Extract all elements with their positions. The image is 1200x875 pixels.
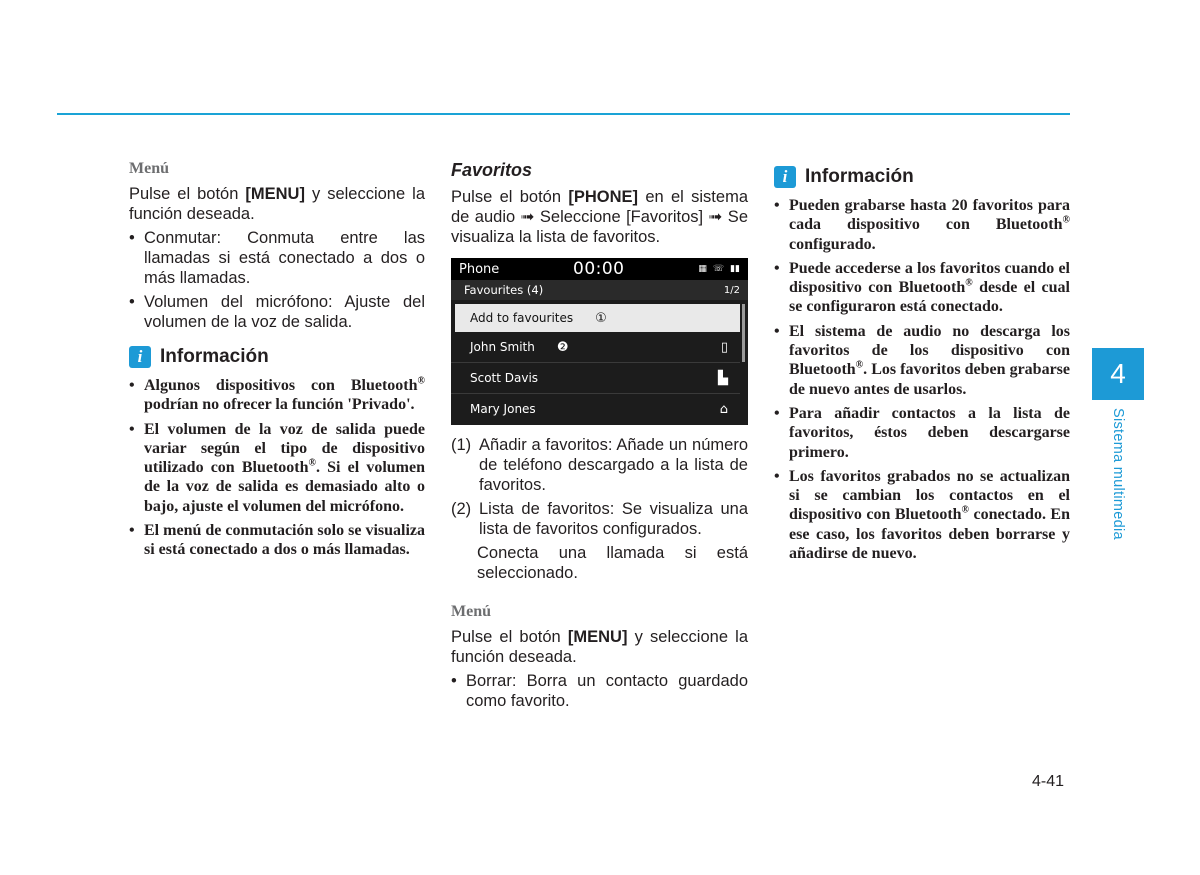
list-item: • Puede accederse a los favoritos cuando el dispositivo con Bluetooth® desde el cual se configuraron está conectado. [774, 259, 1070, 317]
info-title: Información [160, 346, 269, 367]
screen-clock: 00:00 [573, 259, 625, 279]
item2-extra: Conecta una llamada si está seleccionado. [477, 544, 748, 582]
favourite-row-mary-jones[interactable] [451, 394, 740, 424]
info-title: Información [805, 166, 914, 187]
callout-list [451, 435, 748, 539]
menu-bullets-2 [451, 671, 748, 711]
chapter-label: Sistema multimedia [1110, 408, 1126, 540]
callout-1-marker: ① [595, 310, 607, 326]
list-item: • Borrar: Borra un contacto guardado como favorito. [451, 671, 748, 711]
list-item: • Los favoritos grabados no se actualizan si se cambian los contactos en el dispositivo con Bluetooth® conectado. En ese caso, los favoritos deben borrarse y añadirse de nuevo. [774, 467, 1070, 563]
callout-2-marker: ❷ [556, 339, 569, 355]
menu-heading: Menú [129, 160, 169, 177]
list-item: • El volumen de la voz de salida puede variar según el tipo de dispositivo utilizado con Bluetooth®. Si el volumen de la voz de salida es demasiado alto o bajo, ajuste el volumen del micrófono. [129, 420, 425, 516]
call-status-icon: ☏ [712, 264, 725, 274]
signal-icon: ▮▮ [730, 264, 740, 274]
favourite-row-john-smith[interactable] [451, 332, 740, 363]
column-middle [451, 160, 748, 715]
column-left [129, 160, 425, 565]
bluetooth-status-icon: ▦ [698, 264, 707, 274]
list-item: (2) Lista de favoritos: Se visualiza una lista de favoritos configurados. [451, 500, 748, 538]
info-icon: i [774, 166, 796, 188]
list-item: • Para añadir contactos a la lista de favoritos, éstos deben descargarse primero. [774, 404, 1070, 462]
home-icon: ⌂ [719, 401, 728, 417]
column-right [774, 166, 1070, 568]
row-label: Add to favourites [470, 311, 574, 325]
favoritos-heading: Favoritos [451, 160, 533, 180]
top-rule [57, 113, 1070, 115]
list-item: • Algunos dispositivos con Bluetooth® podrían no ofrecer la función 'Privado'. [129, 376, 425, 415]
list-item: • El menú de conmutación solo se visualiza si está conectado a dos o más llamadas. [129, 521, 425, 560]
info-icon: i [129, 346, 151, 368]
page-number: 4-41 [1032, 773, 1065, 790]
list-item: • El sistema de audio no descarga los favoritos de los dispositivo con Bluetooth®. Los favoritos deben grabarse de nuevo antes de usarlos. [774, 322, 1070, 399]
menu-intro-2: Pulse el botón [MENU] y seleccione la función deseada. [451, 628, 748, 666]
list-item: (1) Añadir a favoritos: Añade un número de teléfono descargado a la lista de favoritos. [451, 436, 748, 494]
screen-status-icons [698, 264, 740, 274]
info-bullets-2 [774, 196, 1070, 563]
row-label: John Smith [470, 340, 535, 354]
screen-status-bar [451, 258, 748, 280]
page-indicator: 1/2 [723, 284, 740, 296]
list-item: • Volumen del micrófono: Ajuste del volumen de la voz de salida. [129, 292, 425, 332]
add-to-favourites-row[interactable] [455, 304, 740, 332]
list-item: • Pueden grabarse hasta 20 favoritos para cada dispositivo con Bluetooth® configurado. [774, 196, 1070, 254]
favoritos-intro: Pulse el botón [PHONE] en el sistema de audio ➟ Seleccione [Favoritos] ➟ Se visualiza la lista de favoritos. [451, 188, 748, 246]
chapter-tab: 4 [1092, 348, 1144, 400]
office-icon: ▙ [718, 370, 728, 386]
info-heading [129, 346, 425, 368]
screen-app-title: Phone [459, 261, 500, 277]
info-bullets [129, 376, 425, 560]
favourite-row-scott-davis[interactable] [451, 363, 740, 394]
row-label: Mary Jones [470, 402, 536, 416]
scrollbar[interactable] [742, 304, 745, 362]
favourites-title: Favourites (4) [464, 283, 544, 297]
list-item: • Conmutar: Conmuta entre las llamadas si está conectado a dos o más llamadas. [129, 228, 425, 288]
menu-bullets [129, 228, 425, 332]
screen-list-header [451, 280, 748, 300]
menu-heading-2: Menú [451, 603, 491, 620]
row-label: Scott Davis [470, 371, 539, 385]
info-heading-2 [774, 166, 1070, 188]
mobile-phone-icon: ▯ [720, 339, 728, 355]
phone-screen-image [451, 258, 748, 425]
menu-intro: Pulse el botón [MENU] y seleccione la función deseada. [129, 185, 425, 223]
